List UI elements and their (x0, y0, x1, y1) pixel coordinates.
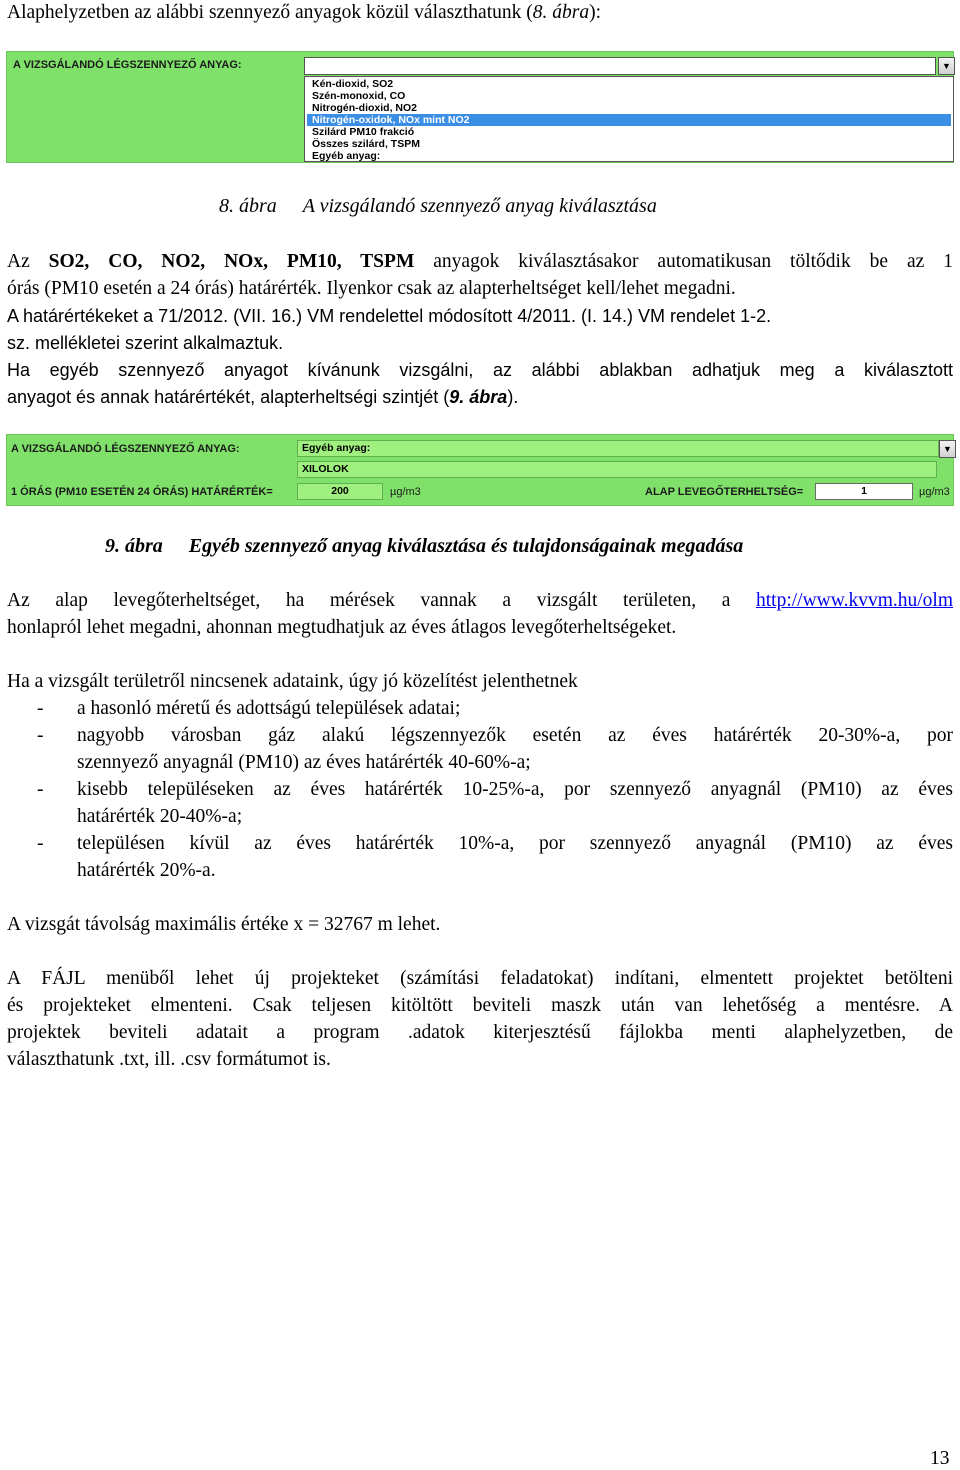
chevron-down-icon[interactable]: ▼ (939, 440, 956, 458)
figure-ref: 9. ábra (449, 387, 508, 407)
base-load-label: ALAP LEVEGŐTERHELTSÉG= (645, 486, 804, 498)
caption-text: A vizsgálandó szennyező anyag kiválasztása (302, 195, 657, 217)
paragraph-line (7, 249, 953, 275)
paragraph-line: A FÁJL menüből lehet új projekteket (számítási feladatokat) indítani, elmentett projektet betölteni (7, 968, 953, 989)
dropdown-option[interactable]: Nitrogén-dioxid, NO2 (312, 102, 417, 114)
figure-8-caption (219, 195, 657, 218)
pollutant-select[interactable]: Egyéb anyag: (297, 440, 939, 457)
paragraph-line: honlapról lehet megadni, ahonnan megtudhatjuk az éves átlagos levegőterheltségeket. (7, 617, 677, 638)
paragraph-line: választhatunk .txt, ill. .csv formátumot is. (7, 1049, 331, 1070)
kvvm-link[interactable]: http://www.kvvm.hu/olm (756, 590, 953, 611)
pollutant-label: A VIZSGÁLANDÓ LÉGSZENNYEZŐ ANYAG: (13, 59, 242, 71)
limit-value-input[interactable]: 200 (297, 483, 383, 500)
dropdown-option[interactable]: Egyéb anyag: (312, 150, 381, 162)
pollutant-label: A VIZSGÁLANDÓ LÉGSZENNYEZŐ ANYAG: (11, 443, 240, 455)
caption-text: Egyéb szennyező anyag kiválasztása és tulajdonságainak megadása (188, 535, 744, 557)
list-item: nagyobb városban gáz alakú légszennyezők esetén az éves határérték 20-30%-a, por (77, 725, 953, 746)
list-dash: - (37, 833, 44, 854)
caption-number: 8. ábra (219, 195, 277, 217)
list-item-cont: határérték 20-40%-a; (77, 806, 243, 827)
paragraph-line: A határértékeket a 71/2012. (VII. 16.) VM rendelettel módosított 4/2011. (I. 14.) VM rendelet 1-2. (7, 306, 772, 326)
pollutant-dropdown-list (304, 76, 954, 162)
dropdown-option-selected[interactable]: Nitrogén-oxidok, NOx mint NO2 (307, 114, 951, 126)
chevron-down-icon[interactable]: ▼ (938, 57, 955, 75)
list-item: a hasonló méretű és adottságú települések adatai; (77, 698, 461, 719)
paragraph-line: A vizsgát távolság maximális értéke x = 32767 m lehet. (7, 914, 441, 935)
dropdown-option[interactable]: Kén-dioxid, SO2 (312, 78, 394, 90)
paragraph-line: sz. mellékletei szerint alkalmaztuk. (7, 333, 284, 353)
paragraph-line: órás (PM10 esetén a 24 órás) határérték. Ilyenkor csak az alapterheltséget kell/lehet megadni. (7, 278, 736, 299)
list-item-cont: szennyező anyagnál (PM10) az éves határérték 40-60%-a; (77, 752, 531, 773)
list-dash: - (37, 725, 44, 746)
text: Az alap levegőterheltséget, ha mérések vannak a vizsgált területen, a (7, 590, 756, 611)
figure-8-screenshot (6, 51, 954, 163)
pollutant-select[interactable] (304, 57, 936, 75)
paragraph-line (7, 384, 518, 410)
paragraph-line (7, 588, 953, 614)
base-load-input[interactable]: 1 (815, 483, 913, 500)
page-number: 13 (930, 1448, 950, 1469)
paragraph-line: projektek beviteli adatait a program .adatok kiterjesztésű fájlokba menti alaphelyzetben, de (7, 1022, 953, 1043)
text: anyagot és annak határértékét, alapterheltségi szintjét ( (7, 387, 450, 407)
list-dash: - (37, 779, 44, 800)
figure-9-caption (105, 535, 743, 558)
list-item: településen kívül az éves határérték 10%-a, por szennyező anyagnál (PM10) az éves (77, 833, 953, 854)
text: Az (7, 251, 49, 272)
paragraph-line: Ha a vizsgált területről nincsenek adataink, úgy jó közelítést jelenthetnek (7, 671, 578, 692)
text: ). (507, 387, 519, 407)
substance-name-input[interactable]: XILOLOK (297, 461, 937, 478)
paragraph-line: Ha egyéb szennyező anyagot kívánunk vizsgálni, az alábbi ablakban adhatjuk meg a kiválasztott (7, 360, 953, 380)
base-load-unit: µg/m3 (919, 486, 950, 498)
intro-line (7, 0, 601, 26)
text: anyagok kiválasztásakor automatikusan töltődik be az 1 (414, 251, 953, 272)
list-item: kisebb településeken az éves határérték 10-25%-a, por szennyező anyagnál (PM10) az éves (77, 779, 953, 800)
figure-ref: 8. ábra (532, 2, 590, 23)
dropdown-option[interactable]: Összes szilárd, TSPM (312, 138, 420, 150)
intro-text-end: ): (589, 2, 602, 23)
dropdown-option[interactable]: Szén-monoxid, CO (312, 90, 406, 102)
dropdown-option[interactable]: Szilárd PM10 frakció (312, 126, 415, 138)
limit-unit: µg/m3 (390, 486, 421, 498)
figure-9-screenshot (6, 434, 954, 506)
limit-label: 1 ÓRÁS (PM10 ESETÉN 24 ÓRÁS) HATÁRÉRTÉK= (11, 486, 273, 498)
intro-text: Alaphelyzetben az alábbi szennyező anyagok közül választhatunk ( (7, 2, 533, 23)
list-item-cont: határérték 20%-a. (77, 860, 216, 881)
caption-number: 9. ábra (105, 535, 163, 557)
text-bold: SO2, CO, NO2, NOx, PM10, TSPM (48, 251, 415, 272)
paragraph-line: és projekteket elmenteni. Csak teljesen kitöltött beviteli maszk után van lehetőség a mentésre. A (7, 995, 953, 1016)
list-dash: - (37, 698, 44, 719)
